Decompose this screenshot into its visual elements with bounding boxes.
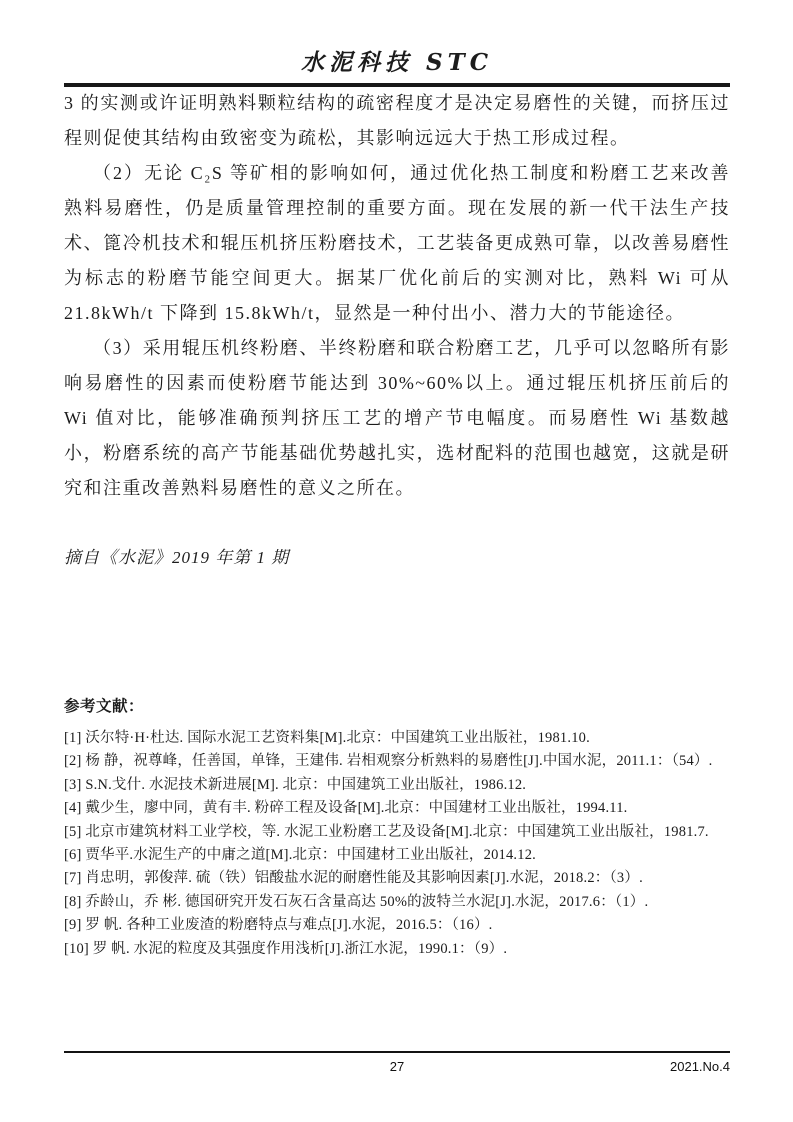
reference-list (64, 727, 730, 961)
reference-item: [9] 罗 帆. 各种工业废渣的粉磨特点与难点[J].水泥，2016.5：（16）. (64, 917, 493, 934)
reference-item: [5] 北京市建筑材料工业学校，等. 水泥工业粉磨工艺及设备[M].北京：中国建筑工业出版社，1981.7. (64, 823, 709, 840)
page-footer (64, 1051, 730, 1083)
reference-item: [2] 杨 静，祝尊峰，任善国，单锋，王建伟. 岩相观察分析熟料的易磨性[J].中国水泥，2011.1：（54）. (64, 753, 713, 770)
references-section (64, 695, 730, 961)
issue-label: 2021.No.4 (670, 1059, 730, 1074)
paragraph-continuation: 3 的实测或许证明熟料颗粒结构的疏密程度才是决定易磨性的关键，而挤压过程则促使其结构由致密变为疏松，其影响远远大于热工形成过程。 (64, 93, 730, 148)
references-heading: 参考文献： (64, 698, 145, 715)
paragraph-point-2: （2）无论 C₂S 等矿相的影响如何，通过优化热工制度和粉磨工艺来改善熟料易磨性，仍是质量管理控制的重要方面。现在发展的新一代干法生产技术、篦冷机技术和辊压机挤压粉磨技术，工艺装备更成熟可靠，以改善易磨性为标志的粉磨节能空间更大。据某厂优化前后的实测对比，熟料 Wi 可从 21.8kWh/t 下降到 15.8kWh/t，显然是一种付出小、潜力大的节能途径。 (64, 163, 730, 323)
reference-item: [10] 罗 帆. 水泥的粒度及其强度作用浅析[J].浙江水泥，1990.1：（9）. (64, 940, 508, 957)
reference-item: [1] 沃尔特·H·杜达. 国际水泥工艺资料集[M].北京：中国建筑工业出版社，1981.10. (64, 730, 590, 746)
article-body (64, 86, 730, 506)
reference-item: [6] 贾华平.水泥生产的中庸之道[M].北京：中国建材工业出版社，2014.12. (64, 847, 536, 864)
page-number: 27 (389, 1059, 405, 1074)
journal-title: 水泥科技 STC (300, 49, 494, 76)
reference-item: [8] 乔龄山，乔 彬. 德国研究开发石灰石含量高达 50%的波特兰水泥[J].水泥，2017.6：（1）. (64, 893, 649, 910)
reference-item: [3] S.N.戈什. 水泥技术新进展[M]. 北京：中国建筑工业出版社，1986.12. (64, 776, 527, 793)
paragraph-point-3: （3）采用辊压机终粉磨、半终粉磨和联合粉磨工艺，几乎可以忽略所有影响易磨性的因素而使粉磨节能达到 30%~60%以上。通过辊压机挤压前后的 Wi 值对比，能够准确预判挤压工艺的增产节电幅度。而易磨性 Wi 基数越小，粉磨系统的高产节能基础优势越扎实，选材配料的范围也越宽，这就是研究和注重改善熟料易磨性的意义之所在。 (64, 338, 730, 498)
citation-note: 摘自《水泥》2019 年第 1 期 (64, 548, 290, 567)
reference-item: [7] 肖忠明，郭俊萍. 硫（铁）铝酸盐水泥的耐磨性能及其影响因素[J].水泥，2018.2：（3）. (64, 870, 643, 887)
footer-content (64, 1053, 730, 1083)
reference-item: [4] 戴少生，廖中同，黄有丰. 粉碎工程及设备[M].北京：中国建材工业出版社，1994.11. (64, 800, 628, 817)
masthead (64, 0, 730, 87)
